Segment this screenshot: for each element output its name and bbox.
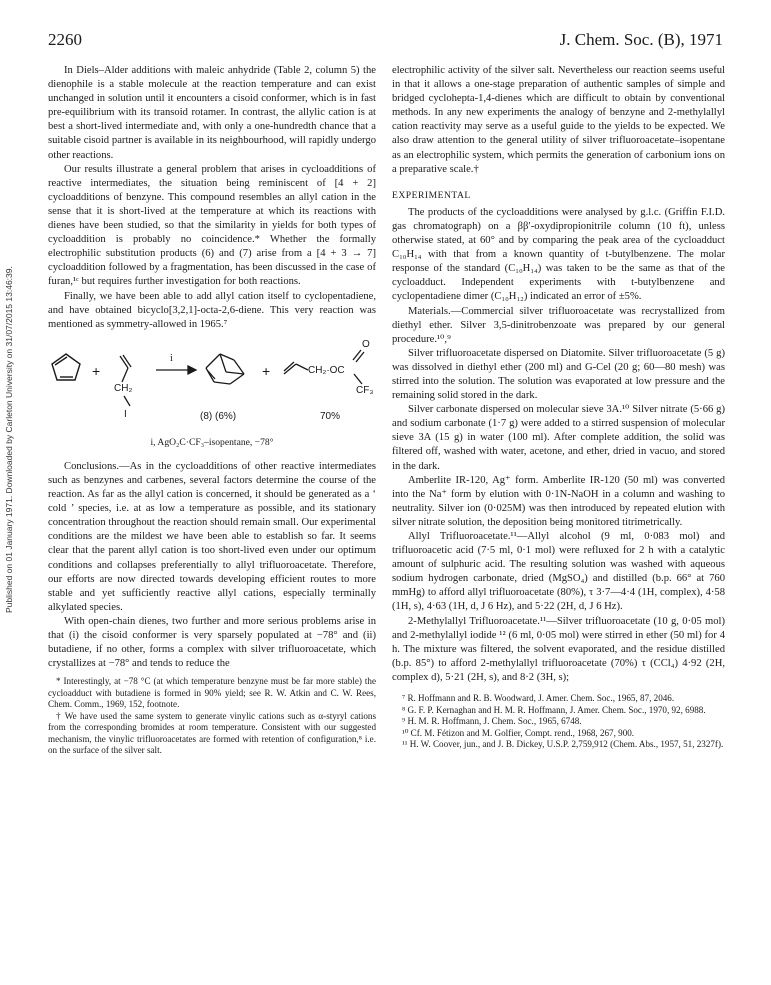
paragraph: The products of the cycloadditions were analysed by g.l.c. (Griffin F.I.D. gas chromatograph) on a ββ′-oxydipropionitrile column (10 ft), unless otherwise stated, at 60° and by comparing the peak area of the cycloadduct C₁₀H₁₄ with that from a known quantity of t-butylbenzene. The molar response of the standard (C₁₀H₁₄) was taken to be the same as that of the cycloadduct. Independent experiments with t-butylbenzene and cyclopentadiene dimer (C₁₀H₁₂) indicated an error of ±5%. [392, 206, 725, 303]
paragraph: Silver trifluoroacetate dispersed on Diatomite. Silver trifluoroacetate (5 g) was dissolved in diethyl ether (200 ml) and G-Cel (20 g; 60—80 mesh) was stirred into the solution. The solution was evaporated at low pressure and the remaining solid stored in the dark. [392, 347, 725, 402]
section-heading: EXPERIMENTAL [392, 189, 471, 201]
reaction-arrow [156, 366, 196, 374]
reference: ⁹ H. M. R. Hoffmann, J. Chem. Soc., 1965, 6748. [402, 716, 582, 727]
paragraph: 2-Methylallyl Trifluoroacetate.¹¹—Silver trifluoroacetate (10 g, 0·05 mol) and 2-methylallyl iodide ¹² (6 ml, 0·05 mol) were stirred in ether (50 ml) for 4 h. The mixture was filtered, the solvent evaporated, and the residue distilled (b.p. 85°) to afford 2-methylallyl trifluoroacetate (70%) τ (CCl₄) 4·92 (2H, complex d), 5·21 (2H, s), and 8·2 (3H, s); [392, 615, 725, 683]
right-column [392, 64, 725, 751]
left-column [48, 64, 376, 757]
paragraph: Finally, we have been able to add allyl cation itself to cyclopentadiene, and have obtained bicyclo[3,2,1]-octa-2,6-diene. This very reaction was mentioned as symmetry-allowed in 1965.⁷ [48, 290, 376, 330]
footnote: * Interestingly, at −78 °C (at which temperature benzyne must be far more stable) the cycloadduct with butadiene is formed in 90% yield; see R. W. Atkin and C. W. Rees, Chem. Comm., 1969, 152, footnote. [48, 676, 376, 710]
product-label: (8) (6%) [200, 410, 237, 422]
footnote: † We have used the same system to generate vinylic cations such as α-styryl cations from the corresponding bromides at room temperature. Consistent with our suggested mechanism, the vinylic trifluoroacetates are formed with retention of configuration,⁸ i.e. on the surface of the silver salt. [48, 710, 376, 756]
paragraph: Materials.—Commercial silver trifluoroacetate was recrystallized from diethyl ether. Silver 3,5-dinitrobenzoate was prepared by our general procedure.¹⁰,⁹ [392, 305, 725, 345]
bicyclooctadiene-structure [206, 354, 244, 384]
paragraph: With open-chain dienes, two further and more serious problems arise in that (i) the cisoid conformer is very sparsely populated at −78° and (ii) butadiene, if no other, forms a complex with silver trifluoroacetate, which crystallizes at −78° and tends to reduce the [48, 615, 376, 670]
paragraph: Silver carbonate dispersed on molecular sieve 3A.¹⁰ Silver nitrate (5·66 g) and sodium carbonate (1·7 g) were added to a stirred suspension of molecular sieve 3A (15 g) in water (100 ml). After complete addition, the solid was filtered off, washed with water, acetone, and ether, dried in vacuo, and stored in the dark. [392, 404, 725, 472]
reagent-label: i [170, 352, 173, 364]
reference: ¹¹ H. W. Coover, jun., and J. B. Dickey, U.S.P. 2,759,912 (Chem. Abs., 1957, 51, 2327f). [402, 739, 724, 750]
paragraph: Conclusions.—As in the cycloadditions of other reactive intermediates such as benzynes and carbenes, several factors determine the course of the reaction. As far as the allyl cation is concerned, it should be generated as a ‘ cold ’ species, i.e. at as low a temperature as possible, and its stationary concentration throughout the reaction should remain small. Our experimental conditions are the mildest we have been able to establish so far. It seems clear that the parent allyl cation is too short-lived even under our optimum conditions and collapses preferentially to allyl trifluoroacetate. Therefore, our efforts are now directed towards developing efficient routes to more stable and yet sufficiently reactive allyl cations, especially terminally alkylated species. [48, 460, 376, 613]
iodine-label: I [124, 408, 127, 420]
ch2-label: CH₂ [114, 382, 133, 394]
paragraph: Amberlite IR-120, Ag⁺ form. Amberlite IR-120 (50 ml) was converted into the Na⁺ form by elution with 0·1N-NaOH in a column and washing to neutrality. Silver ion (0·025M) was then introduced by repeated elution with silver nitrate solution, the deposition being monitored titrimetrically. [392, 474, 725, 528]
ch2-oc-label: CH₂·OC [308, 364, 345, 376]
cyclopentadiene-structure [52, 354, 80, 380]
download-watermark: Published on 01 January 1971. Downloaded by Carleton University on 31/07/2015 13:46:39. [4, 266, 14, 614]
footnotes [48, 676, 376, 757]
oxygen-label: O [362, 338, 370, 350]
reference: ⁷ R. Hoffmann and R. B. Woodward, J. Amer. Chem. Soc., 1965, 87, 2046. [402, 693, 675, 704]
reference: ¹⁰ Cf. M. Fétizon and M. Golfier, Compt. rend., 1968, 267, 900. [402, 727, 635, 738]
journal-title: J. Chem. Soc. (B), 1971 [559, 30, 723, 49]
paragraph: In Diels–Alder additions with maleic anhydride (Table 2, column 5) the dienophile is a stable molecule at the reaction temperature and can exist unchanged in solution until it encounters a cisoid conformer, which is in fast pre-equilibrium with its transoid rotamer. In contrast, the allylic cation is at best a short-lived intermediate and, with only a one-hundredth chance that a suitable cisoid partner is available in its neighbourhood, will rapidly undergo other reactions. [48, 65, 376, 161]
plus-sign: + [92, 362, 101, 379]
paragraph: Allyl Trifluoroacetate.¹¹—Allyl alcohol (9 ml, 0·083 mol) and trifluoroacetic acid (7·5 ml, 0·1 mol) were refluxed for 2 h with a catalytic amount of sulphuric acid. The resulting solution was washed with aqueous sodium hydrogen carbonate, dried (MgSO₄) and distilled (b.p. 66° at 760 mmHg) to afford allyl trifluoroacetate (80%), τ 3·7—4·4 (1H, complex), 4·58 (1H, s), 4·63 (1H, d, J 6 Hz), and 5·22 (2H, d, J 6 Hz). [392, 531, 725, 613]
references [392, 693, 725, 751]
plus-sign: + [262, 362, 271, 379]
reference: ⁸ G. F. P. Kernaghan and H. M. R. Hoffmann, J. Amer. Chem. Soc., 1970, 92, 6988. [402, 704, 706, 715]
paragraph: Our results illustrate a general problem that arises in cycloadditions of reactive intermediates, the situation being reminiscent of [4 + 2] cycloadditions of benzyne. This compound resembles an allyl cation in the sense that it is short-lived at the temperature at which its reactions with dienes have been studied, so that the similarity in yields for both types of cycloaddition is probably no coincidence.* Whether the formally electrophilic substitution products (6) and (7) arise from a [4 + 3 → 7] cycloaddition followed by a fragmentation, has been discussed in the case of furan,¹ᶜ but requires further investigation for both reactions. [48, 163, 376, 288]
scheme-caption: i, AgO₂C·CF₃–isopentane, −78° [150, 436, 274, 448]
paragraph: electrophilic activity of the silver salt. Nevertheless our reaction seems useful in that it allows a one-stage preparation of authentic samples of simple and bridged cyclohepta-1,4-dienes which are difficult to obtain by conventional methods. In any new experiments the analogy of benzyne and 2-methylallyl cation reactivity may serve as a useful guide to the yields to be expected. We also draw attention to the general utility of silver trifluoroacetate–isopentane as an electrophilic system, which permits the generation of carbonium ions on a preparative scale.† [392, 65, 725, 175]
reaction-scheme [48, 338, 376, 434]
page-number: 2260 [48, 30, 82, 49]
cf3-label: CF₃ [356, 384, 374, 396]
yield-label: 70% [320, 410, 341, 422]
allyl-iodide-structure [120, 355, 131, 406]
